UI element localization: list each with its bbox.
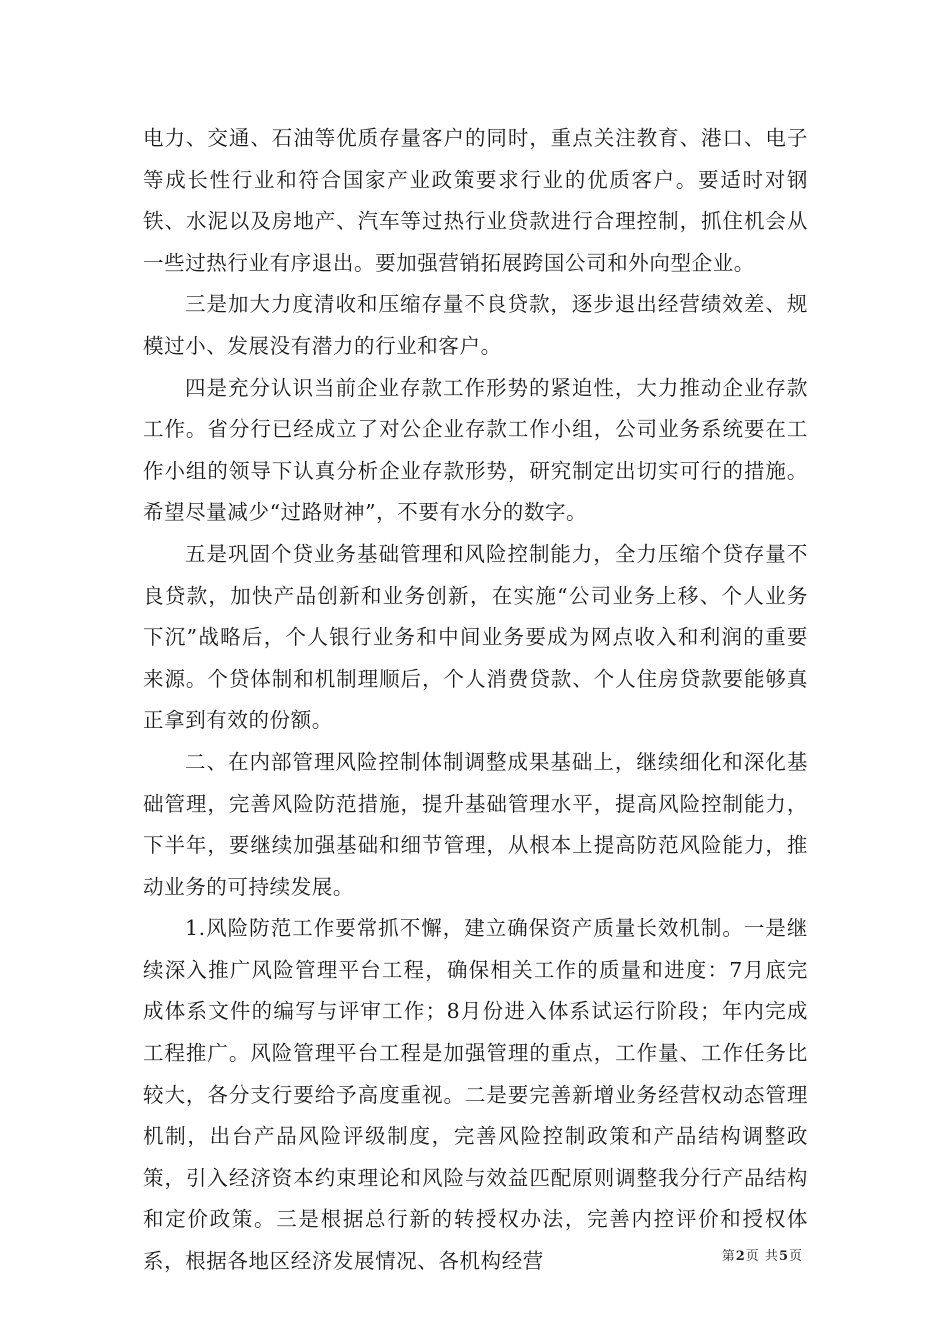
paragraph-5: 二、在内部管理风险控制体制调整成果基础上，继续细化和深化基础管理，完善风险防范措施，提升基础管理水平，提高风险控制能力，下半年，要继续加强基础和细节管理，从根本上提高防范风险能力，推动业务的可持续发展。 [143,749,808,899]
paragraph-2: 三是加大力度清收和压缩存量不良贷款，逐步退出经营绩效差、规模过小、发展没有潜力的行业和客户。 [143,292,808,358]
paragraph-4: 五是巩固个贷业务基础管理和风险控制能力，全力压缩个贷存量不良贷款，加快产品创新和业务创新，在实施“公司业务上移、个人业务下沉”战略后，个人银行业务和中间业务要成为网点收入和利润的重要来源。个贷体制和机制理顺后，个人消费贷款、个人住房贷款要能够真正拿到有效的份额。 [143,541,808,733]
current-page-number: 2 [735,1249,746,1264]
footer-suffix: 页 [788,1249,803,1264]
paragraph-3: 四是充分认识当前企业存款工作形势的紧迫性，大力推动企业存款工作。省分行已经成立了对公企业存款工作小组，公司业务系统要在工作小组的领导下认真分析企业存款形势，研究制定出切实可行的措施。希望尽量减少“过路财神”，不要有水分的数字。 [143,375,808,525]
document-body [143,118,808,1283]
paragraph-6: 1.风险防范工作要常抓不懈，建立确保资产质量长效机制。一是继续深入推广风险管理平台工程，确保相关工作的质量和进度：7月底完成体系文件的编写与评审工作；8月份进入体系试运行阶段；年内完成工程推广。风险管理平台工程是加强管理的重点，工作量、工作任务比较大，各分支行要给予高度重视。二是要完善新增业务经营权动态管理机制，出台产品风险评级制度，完善风险控制政策和产品结构调整政策，引入经济资本约束理论和风险与效益匹配原则调整我分行产品结构和定价政策。三是根据总行新的转授权办法，完善内控评价和授权体系，根据各地区经济发展情况、各机构经营 [143,916,808,1274]
footer-middle: 页 共 [745,1249,779,1264]
page-footer [0,1245,803,1264]
paragraph-1: 电力、交通、石油等优质存量客户的同时，重点关注教育、港口、电子等成长性行业和符合国家产业政策要求行业的优质客户。要适时对钢铁、水泥以及房地产、汽车等过热行业贷款进行合理控制，抓住机会从一些过热行业有序退出。要加强营销拓展跨国公司和外向型企业。 [143,126,808,275]
total-page-count: 5 [778,1249,789,1264]
footer-prefix: 第 [721,1249,736,1264]
